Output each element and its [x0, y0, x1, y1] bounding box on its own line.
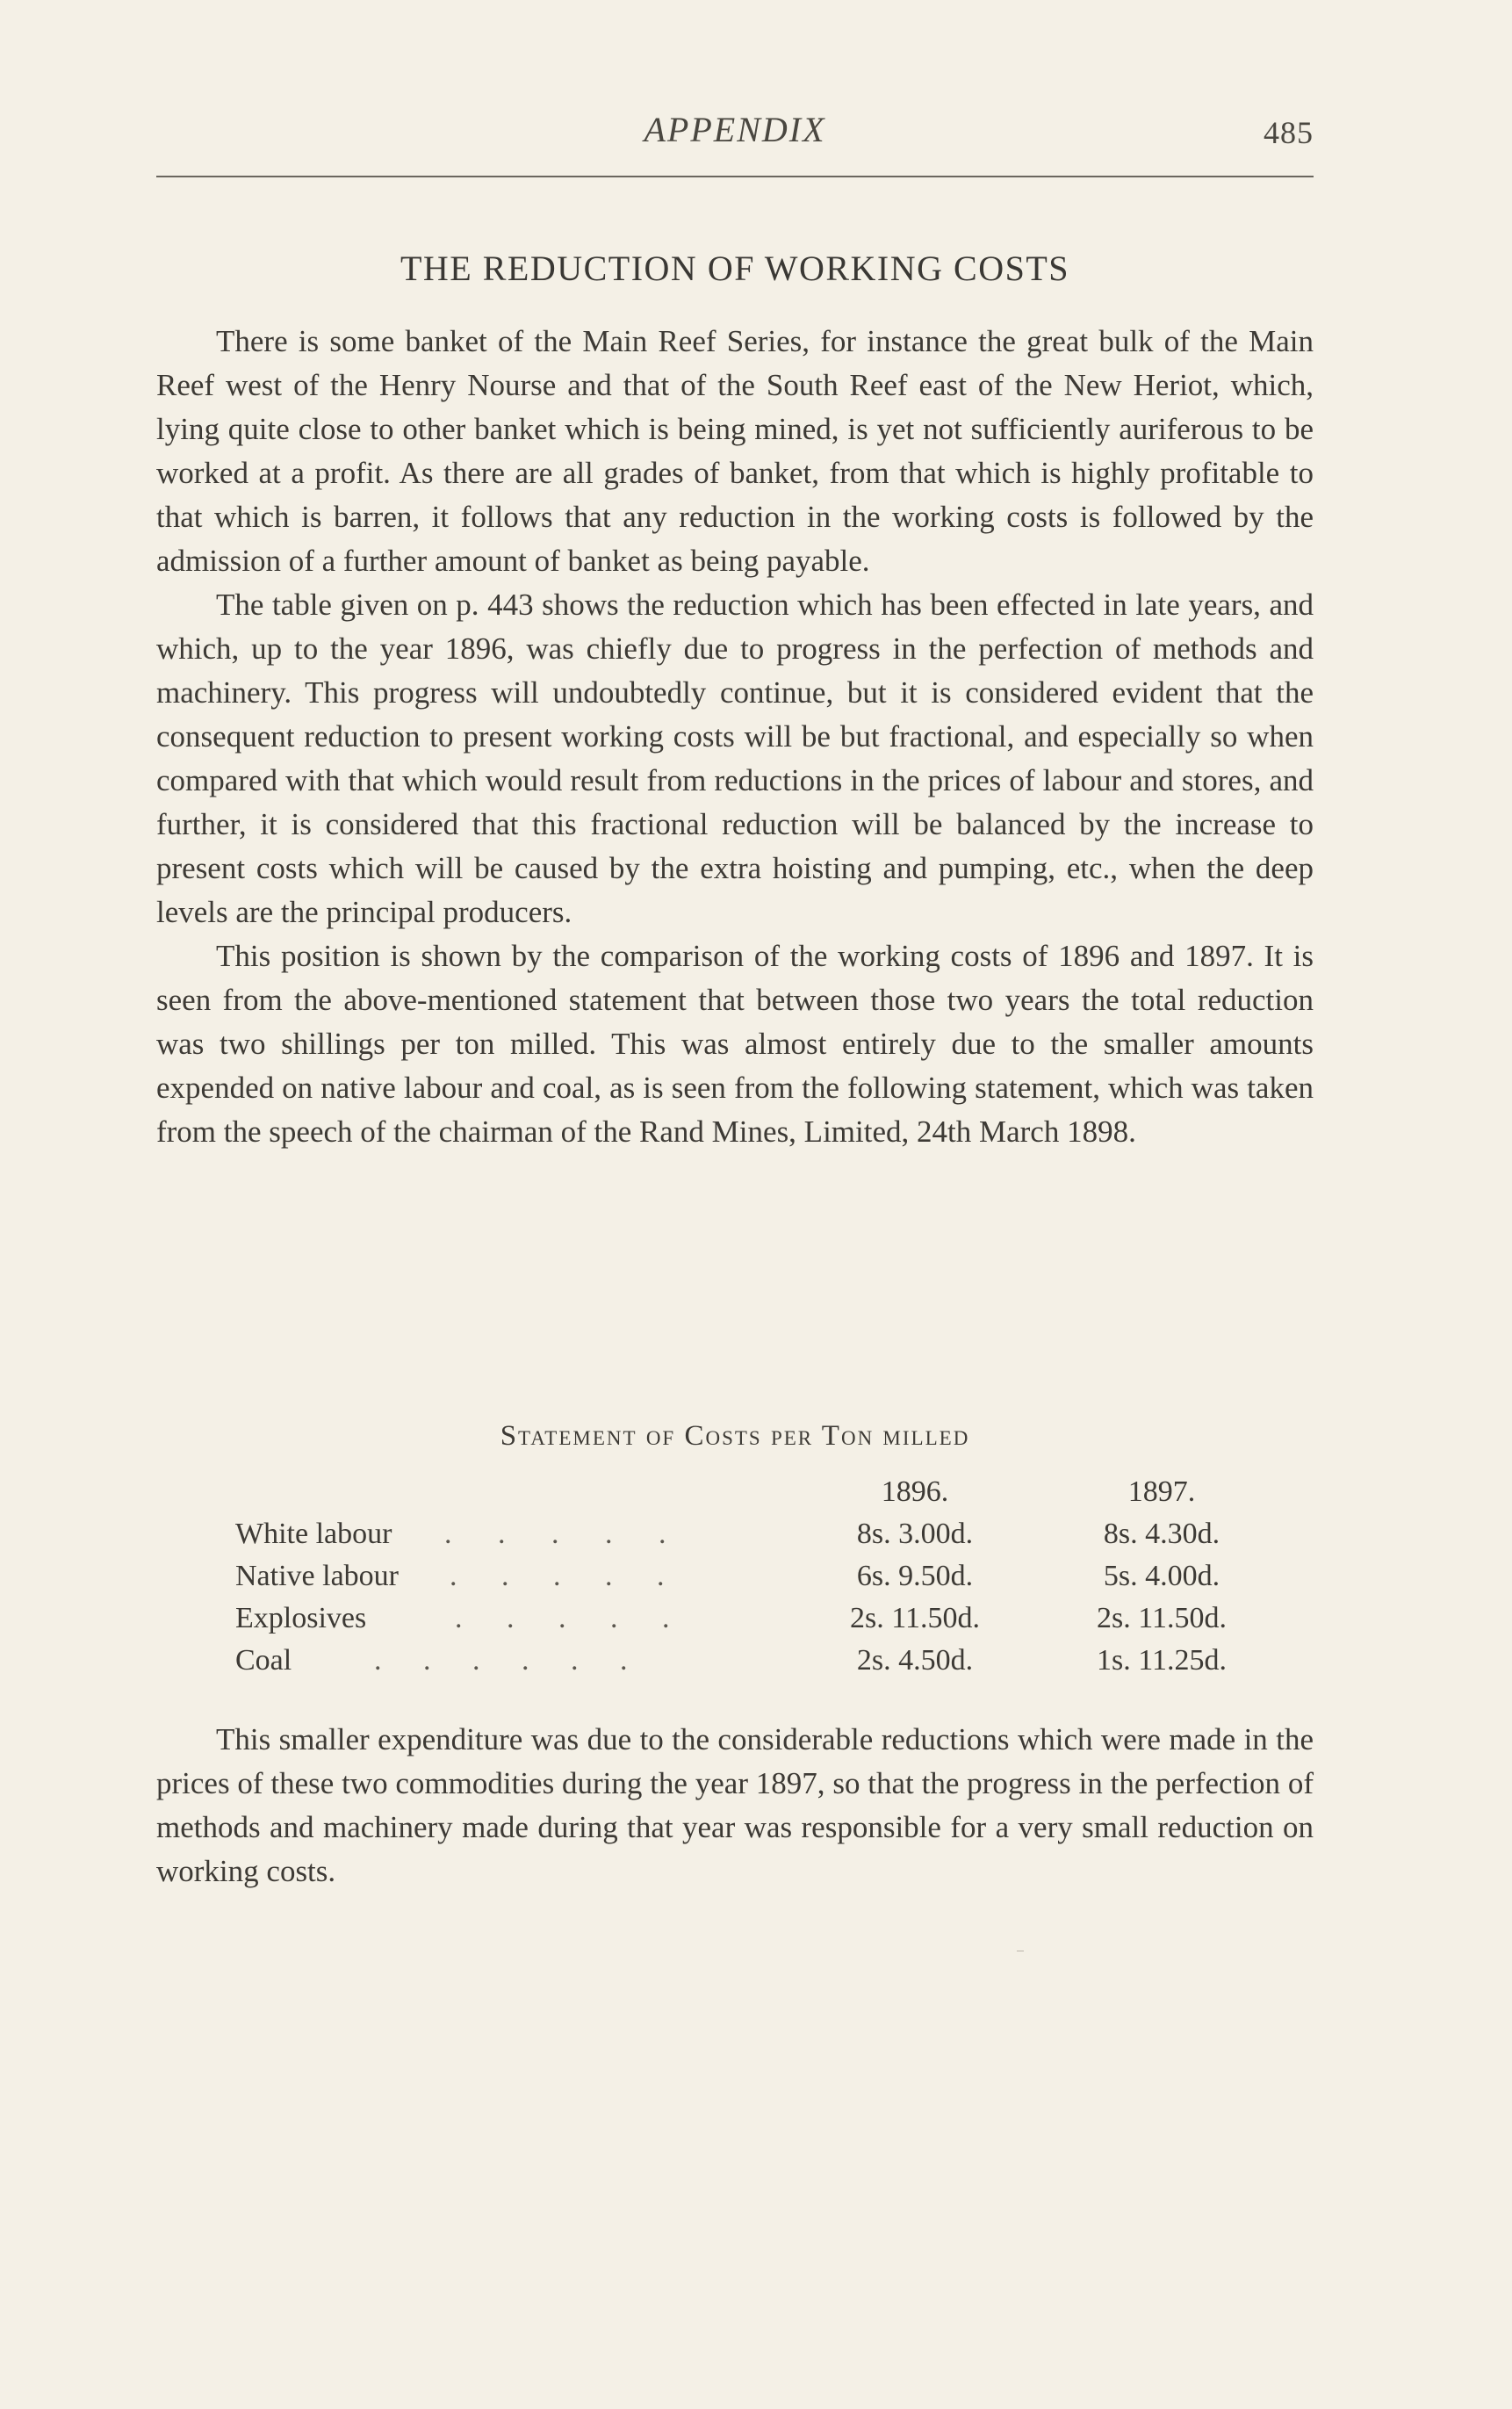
cost-1897: 1s. 11.25d. — [1097, 1644, 1227, 1677]
section-title: THE REDUCTION OF WORKING COSTS — [400, 249, 1070, 288]
row-label: Coal — [235, 1644, 292, 1677]
table-header-row — [235, 1475, 1254, 1518]
table-row: Native labour . . . . . 6s. 9.50d. 5s. 4.00d. — [235, 1560, 1254, 1602]
running-title: APPENDIX — [644, 110, 826, 149]
year-header-1896: 1896. — [881, 1475, 949, 1508]
closing-text — [156, 1718, 1314, 1893]
table-row: Coal . . . . . . 2s. 4.50d. 1s. 11.25d. — [235, 1644, 1254, 1686]
cost-1897: 8s. 4.30d. — [1103, 1518, 1220, 1550]
table-title: Statement of Costs per Ton milled — [500, 1420, 970, 1452]
row-label: White labour — [235, 1518, 392, 1550]
cost-1897: 2s. 11.50d. — [1097, 1602, 1227, 1634]
cost-1897: 5s. 4.00d. — [1103, 1560, 1220, 1592]
running-head — [156, 109, 1314, 162]
page-number: 485 — [1264, 115, 1314, 150]
table-row: Explosives . . . . . 2s. 11.50d. 2s. 11.50d. — [235, 1602, 1254, 1644]
cost-table — [235, 1475, 1254, 1686]
cost-1896: 2s. 11.50d. — [850, 1602, 980, 1634]
cost-1896: 6s. 9.50d. — [856, 1560, 974, 1592]
header-rule — [156, 176, 1314, 177]
table-row: White labour . . . . . 8s. 3.00d. 8s. 4.30d. — [235, 1518, 1254, 1560]
year-header-1897: 1897. — [1127, 1475, 1196, 1508]
row-label: Explosives — [235, 1602, 367, 1634]
row-label: Native labour — [235, 1560, 399, 1592]
cost-1896: 8s. 3.00d. — [856, 1518, 974, 1550]
paragraph: There is some banket of the Main Reef Series, for instance the great bulk of the Main Reef west of the Henry Nourse and that of the South Reef east of the New Heriot, which, lying quite close to other banket which is being mined, is yet not sufficiently auriferous to be worked at a profit. As there are all grades of banket, from that which is highly profitable to that which is barren, it follows that any reduction in the working costs is followed by the admission of a further amount of banket as being payable. — [156, 324, 1314, 578]
paragraph: This position is shown by the comparison of the working costs of 1896 and 1897. It is seen from the above-mentioned statement that between those two years the total reduction was two shillings per ton milled. This was almost entirely due to the smaller amounts expended on native labour and coal, as is seen from the following statement, which was taken from the speech of the chairman of the Rand Mines, Limited, 24th March 1898. — [156, 939, 1314, 1149]
body-text — [156, 320, 1314, 1154]
paragraph: The table given on p. 443 shows the reduction which has been effected in late years, and which, up to the year 1896, was chiefly due to progress in the perfection of methods and machinery. This progress will undoubtedly continue, but it is considered evident that the consequent reduction to present working costs will be but fractional, and especially so when compared with that which would result from reductions in the prices of labour and stores, and further, it is considered that this fractional reduction will be balanced by the increase to present costs which will be caused by the extra hoisting and pumping, etc., when the deep levels are the principal producers. — [156, 588, 1314, 929]
paragraph: This smaller expenditure was due to the considerable reductions which were made in the prices of these two commodities during the year 1897, so that the progress in the perfection of methods and machinery made during that year was responsible for a very small reduction on working costs. — [156, 1722, 1314, 1888]
cost-1896: 2s. 4.50d. — [856, 1644, 974, 1677]
